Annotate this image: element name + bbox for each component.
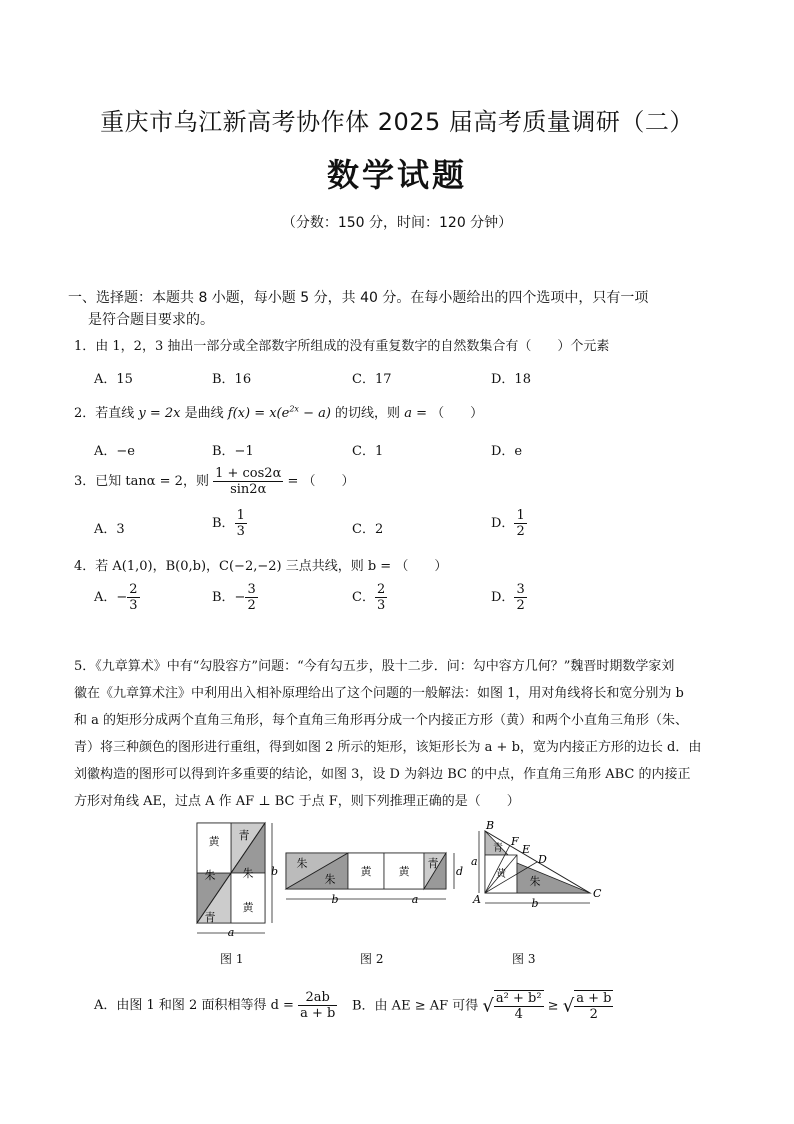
fig3-label-D: D	[538, 853, 547, 866]
q3-text-a: 3．已知 tanα = 2，则	[74, 474, 214, 489]
exam-info: （分数：150 分，时间：120 分钟）	[281, 215, 513, 231]
q4-option-b	[212, 582, 258, 613]
q2-line-equation: y = 2x	[138, 406, 181, 421]
q2-option-b: B．−1	[212, 444, 254, 459]
q4-opt-b-den: 2	[247, 598, 256, 613]
q5-opt-a-frac	[298, 990, 337, 1021]
fig2-label-a: a	[411, 893, 419, 906]
question-4-stem: 4．若 A(1,0)，B(0,b)，C(−2,−2) 三点共线，则 b = （ ）	[74, 559, 448, 574]
q5-opt-a-den: a + b	[300, 1006, 336, 1021]
q5-opt-b-geq: ≥	[543, 998, 563, 1014]
fig1-label-huang: 黄	[208, 835, 220, 848]
q2-text-a: 2．若直线	[74, 406, 139, 421]
q4-option-a	[94, 582, 140, 613]
q4-opt-a-label: A．−	[94, 590, 128, 605]
q3-opt-b-den: 3	[236, 524, 245, 539]
q3-fraction	[213, 466, 283, 497]
q4-opt-a-den: 3	[129, 598, 138, 613]
figure-2	[286, 853, 463, 906]
q2-text-b: 是曲线	[180, 406, 228, 421]
question-5-paragraph	[74, 653, 724, 815]
fig3-label-C: C	[593, 887, 602, 900]
q3-option-d	[491, 508, 527, 539]
q3-opt-d-frac	[514, 508, 526, 539]
q3-opt-d-num: 1	[516, 508, 525, 523]
fig3-label-B: B	[486, 819, 495, 832]
q1-option-d: D．18	[491, 372, 531, 387]
q3-text-b: = （ ）	[283, 474, 355, 489]
fig3-label-a: a	[471, 855, 478, 868]
figure-1	[197, 823, 278, 939]
q3-opt-d-den: 2	[516, 524, 525, 539]
fig2-label-d: d	[456, 865, 464, 878]
q4-opt-a-frac	[127, 582, 139, 613]
q3-opt-b-label: B．	[212, 516, 235, 531]
q4-opt-d-num: 3	[516, 582, 525, 597]
q5-line: 和 a 的矩形分成两个直角三角形，每个直角三角形再分成一个内接正方形（黄）和两个小直角三角形（朱、	[74, 713, 689, 728]
fig1-label-qing: 青	[204, 911, 216, 924]
q4-opt-b-frac	[245, 582, 257, 613]
q2-option-a: A．−e	[94, 444, 135, 459]
fig2-label-huang: 黄	[360, 865, 372, 878]
question-3-stem	[74, 466, 355, 497]
q3-option-a: A．3	[94, 522, 125, 537]
fig1-label-zhu: 朱	[242, 867, 254, 880]
q1-option-c: C．17	[352, 372, 392, 387]
q4-opt-d-den: 2	[516, 598, 525, 613]
fig1-label-b: b	[271, 865, 279, 878]
q4-option-d	[491, 582, 527, 613]
q1-option-b: B．16	[212, 372, 252, 387]
fig2-label-b: b	[331, 893, 339, 906]
q5-opt-b-r2-num: a + b	[576, 991, 612, 1006]
q2-option-c: C．1	[352, 444, 384, 459]
fig1-label-huang: 黄	[242, 901, 254, 914]
q2-option-d: D．e	[491, 444, 523, 459]
q3-option-b	[212, 508, 247, 539]
fig3-label-A: A	[473, 893, 481, 906]
q3-opt-d-label: D．	[491, 516, 515, 531]
q2-curve-part2: − a)	[298, 406, 331, 421]
fig2-label-zhu: 朱	[296, 857, 308, 870]
q5-option-a	[94, 990, 337, 1021]
figure-3	[471, 819, 602, 910]
fig3-label-E: E	[522, 843, 531, 856]
q4-opt-c-label: C．	[352, 590, 375, 605]
q2-var-a: a	[404, 406, 412, 421]
q5-opt-a-num: 2ab	[298, 990, 337, 1006]
q5-option-b: B．由 AE ≥ AF 可得 √ $\frac{\text{a² + b²}}{4}$ ≥ √ $\frac{a + b}{2}$	[352, 991, 612, 1022]
q4-opt-a-num: 2	[129, 582, 138, 597]
q4-option-c	[352, 582, 387, 613]
q3-opt-b-num: 1	[236, 508, 245, 523]
figure-2-caption: 图 2	[360, 952, 384, 966]
fig3-label-huang: 黄	[496, 869, 506, 880]
fig2-label-huang: 黄	[398, 865, 410, 878]
q4-opt-c-num: 2	[376, 582, 386, 597]
q3-frac-den: sin2α	[230, 482, 267, 497]
question-1-stem: 1．由 1，2，3 抽出一部分或全部数字所组成的没有重复数字的自然数集合有（ ）个元素	[74, 339, 610, 354]
q4-opt-b-num: 3	[247, 582, 256, 597]
q3-opt-b-frac	[235, 508, 247, 539]
q2-curve-exponent: 2x	[289, 404, 299, 414]
q5-opt-a-text: A．由图 1 和图 2 面积相等得 d =	[94, 998, 299, 1013]
fig3-label-b: b	[531, 897, 539, 910]
exam-title: 重庆市乌江新高考协作体 2025 届高考质量调研（二）	[100, 108, 694, 136]
fig1-label-zhu: 朱	[204, 869, 216, 882]
question-2-stem	[74, 402, 483, 421]
q5-line: 刘徽构造的图形可以得到许多重要的结论，如图 3，设 D 为斜边 BC 的中点，作直角三角形 ABC 的内接正	[74, 767, 691, 782]
fig2-label-qing: 青	[427, 857, 439, 870]
fig1-label-a: a	[227, 926, 235, 939]
q2-curve-part1: f(x) = x(e	[227, 406, 290, 421]
q4-opt-c-den: 3	[376, 598, 386, 613]
q4-opt-b-label: B．−	[212, 590, 246, 605]
fig3-label-qing: 青	[493, 843, 503, 854]
q3-option-c: C．2	[352, 522, 384, 537]
figure-3-caption: 图 3	[512, 952, 536, 966]
q5-opt-b-root1	[494, 990, 544, 1022]
fig3-label-zhu: 朱	[529, 875, 541, 888]
q4-opt-d-frac	[514, 582, 526, 613]
q4-opt-c-frac	[375, 582, 387, 613]
q4-opt-d-label: D．	[491, 590, 515, 605]
q5-line: 青）将三种颜色的图形进行重组，得到如图 2 所示的矩形，该矩形长为 a + b，宽为内接正方形的边长 d．由	[74, 740, 702, 755]
q2-text-c: 的切线，则	[330, 406, 405, 421]
q2-text-d: = （ ）	[411, 406, 484, 421]
q5-figures	[180, 815, 620, 945]
q5-opt-b-root2	[574, 990, 613, 1022]
fig3-label-F: F	[511, 835, 519, 848]
fig2-label-zhu: 朱	[324, 873, 336, 886]
q5-opt-b-r1-den: 4	[514, 1007, 523, 1022]
section-heading-line2: 是符合题目要求的。	[88, 312, 214, 328]
q5-opt-b-r2-den: 2	[589, 1007, 598, 1022]
q2-curve-equation	[228, 406, 331, 421]
figure-1-caption: 图 1	[220, 952, 244, 966]
fig1-label-qing: 青	[238, 829, 250, 842]
q5-line: 徽在《九章算术注》中利用出入相补原理给出了这个问题的一般解法：如图 1，用对角线将长和宽分别为 b	[74, 686, 684, 701]
q3-frac-num: 1 + cos2α	[215, 466, 282, 481]
q5-line: 方形对角线 AE，过点 A 作 AF ⊥ BC 于点 F，则下列推理正确的是（ ）	[74, 794, 520, 809]
section-heading	[68, 287, 728, 331]
section-heading-line1: 一、选择题：本题共 8 小题，每小题 5 分，共 40 分。在每小题给出的四个选项中，只有一项	[68, 290, 649, 306]
q5-line: 5．《九章算术》中有“勾股容方”问题：“今有勾五步，股十二步．问：勾中容方几何？”魏晋时期数学家刘	[74, 659, 675, 674]
q5-opt-b-text: B．由 AE ≥ AF 可得	[352, 998, 483, 1014]
q1-option-a: A．15	[94, 372, 133, 387]
q5-opt-b-r1-num: a² + b²	[495, 991, 542, 1006]
subject-title: 数学试题	[326, 156, 467, 194]
